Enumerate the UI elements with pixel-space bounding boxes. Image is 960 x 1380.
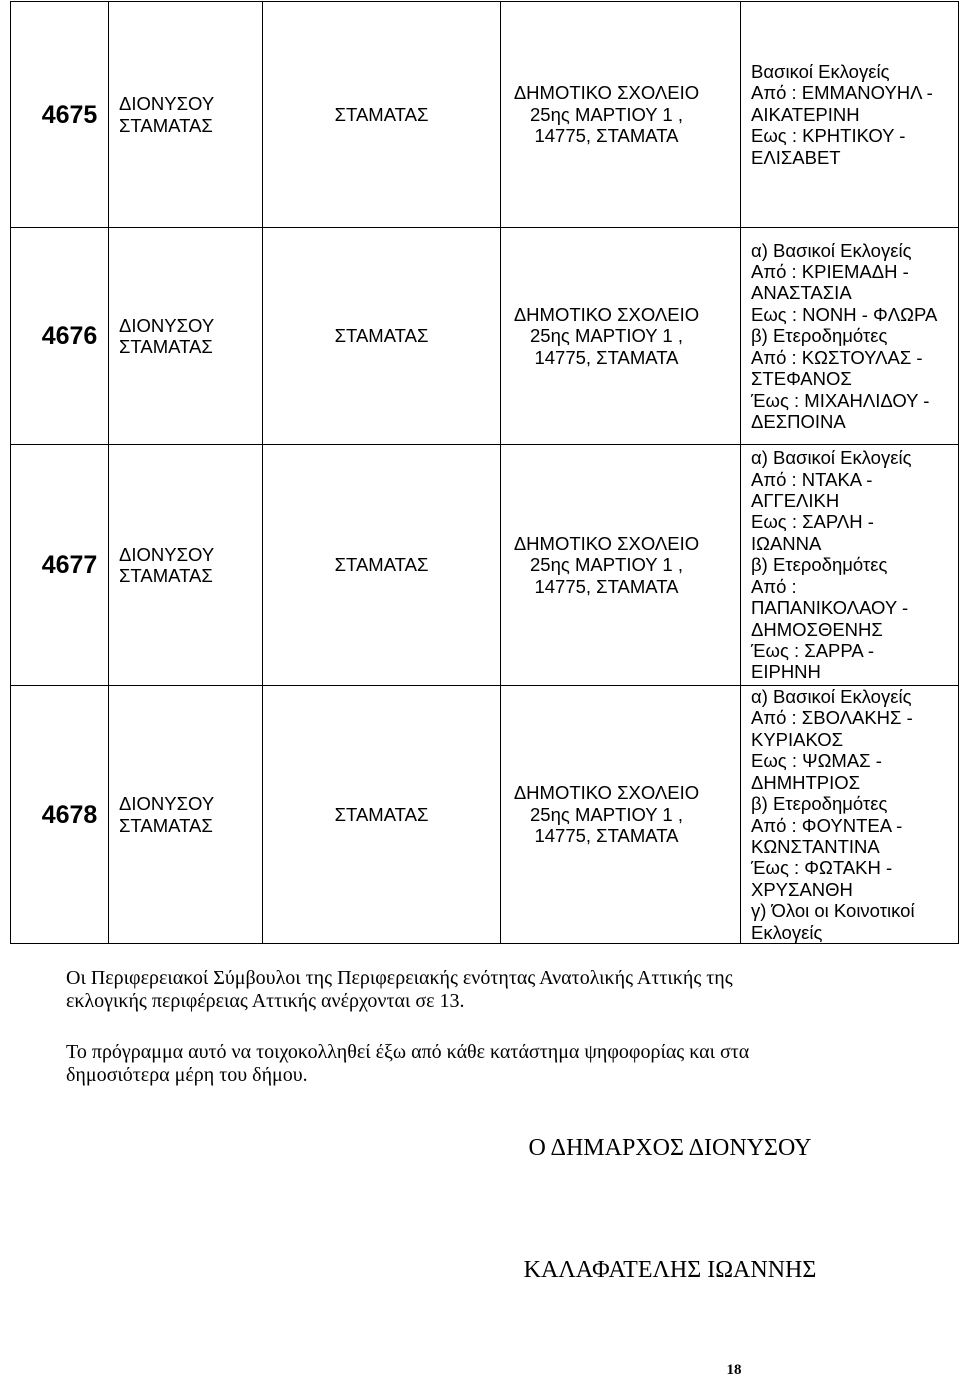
polling-station-cell-line: 25ης ΜΑΡΤΙΟΥ 1 ,: [530, 325, 683, 347]
community-cell: ΣΤΑΜΑΤΑΣ: [263, 2, 501, 228]
polling-station-cell-line: 14775, ΣΤΑΜΑΤΑ: [534, 575, 679, 597]
polling-station-cell: [501, 445, 741, 686]
polling-station-cell-line: 25ης ΜΑΡΤΙΟΥ 1 ,: [530, 103, 683, 125]
municipality-cell-line: ΣΤΑΜΑΤΑΣ: [119, 336, 213, 357]
municipality-cell: [109, 228, 263, 445]
station-number: 4676: [11, 228, 109, 445]
voters-cell-line: Εως : ΣΑΡΛΗ -: [751, 511, 874, 533]
municipality-cell: [109, 686, 263, 944]
municipality-cell-line: ΣΤΑΜΑΤΑΣ: [119, 565, 213, 586]
note-line: εκλογικής περιφέρειας Αττικής ανέρχονται σε 13.: [66, 990, 465, 1012]
voters-cell-line: ΣΤΕΦΑΝΟΣ: [751, 368, 852, 390]
voters-cell-line: Από : ΚΡΙΕΜΑΔΗ -: [751, 261, 909, 283]
voters-cell-line: γ) Όλοι οι Κοινοτικοί: [751, 900, 915, 922]
polling-stations-table: [10, 1, 959, 944]
voters-cell-line: Έως : ΣΑΡΡΑ -: [751, 639, 874, 661]
voters-cell-line: ΚΩΝΣΤΑΝΤΙΝΑ: [751, 835, 880, 857]
polling-station-cell-line: 14775, ΣΤΑΜΑΤΑ: [534, 346, 679, 368]
municipality-cell: [109, 445, 263, 686]
voters-cell-line: α) Βασικοί Εκλογείς: [751, 239, 912, 261]
voters-cell-line: ΚΥΡΙΑΚΟΣ: [751, 728, 844, 750]
voters-cell-line: β) Ετεροδημότες: [751, 793, 888, 815]
note-line: δημοσιότερα μέρη του δήμου.: [66, 1064, 308, 1086]
municipality-cell-line: ΣΤΑΜΑΤΑΣ: [119, 814, 213, 836]
polling-station-cell-line: 25ης ΜΑΡΤΙΟΥ 1 ,: [530, 554, 683, 576]
voters-cell-line: ΕΛΙΣΑΒΕΤ: [751, 146, 841, 168]
table-row: [11, 2, 959, 228]
polling-station-cell: [501, 228, 741, 445]
municipality-cell-line: ΔΙΟΝΥΣΟΥ: [119, 793, 215, 815]
municipality-cell-line: ΣΤΑΜΑΤΑΣ: [119, 114, 213, 136]
polling-station-cell: [501, 686, 741, 944]
community-cell: ΣΤΑΜΑΤΑΣ: [263, 686, 501, 944]
polling-station-cell-line: 14775, ΣΤΑΜΑΤΑ: [534, 825, 679, 847]
voters-cell-line: Έως : ΜΙΧΑΗΛΙΔΟΥ -: [751, 389, 930, 411]
voters-cell-line: ΑΝΑΣΤΑΣΙΑ: [751, 282, 852, 304]
community-cell: ΣΤΑΜΑΤΑΣ: [263, 445, 501, 686]
voters-cell-line: Από :: [751, 575, 797, 597]
voters-cell: [741, 228, 959, 445]
signature-title: Ο ΔΗΜΑΡΧΟΣ ΔΙΟΝΥΣΟΥ: [528, 1135, 812, 1161]
polling-station-cell-line: ΔΗΜΟΤΙΚΟ ΣΧΟΛΕΙΟ: [513, 82, 700, 104]
voters-cell-line: Από : ΣΒΟΛΑΚΗΣ -: [751, 707, 913, 729]
voters-cell: [741, 2, 959, 228]
polling-station-cell-line: ΔΗΜΟΤΙΚΟ ΣΧΟΛΕΙΟ: [513, 782, 700, 804]
regional-councillors-note: [66, 967, 946, 1013]
voters-cell-line: ΔΗΜΗΤΡΙΟΣ: [751, 771, 861, 793]
voters-cell-line: β) Ετεροδημότες: [751, 325, 888, 347]
polling-station-cell-line: 14775, ΣΤΑΜΑΤΑ: [534, 125, 679, 147]
voters-cell-line: ΠΑΠΑΝΙΚΟΛΑΟΥ -: [751, 597, 909, 619]
table-row: [11, 228, 959, 445]
voters-cell: [741, 445, 959, 686]
voters-cell-line: α) Βασικοί Εκλογείς: [751, 686, 912, 708]
voters-cell-line: Από : ΦΟΥΝΤΕΑ -: [751, 814, 903, 836]
voters-cell-line: ΔΕΣΠΟΙΝΑ: [751, 410, 846, 432]
station-number: 4677: [11, 445, 109, 686]
voters-cell-line: Εκλογείς: [751, 921, 823, 943]
municipality-cell-line: ΔΙΟΝΥΣΟΥ: [119, 543, 215, 565]
voters-cell: [741, 686, 959, 944]
table-row: [11, 686, 959, 944]
page-number: 18: [726, 1362, 742, 1378]
voters-cell-line: α) Βασικοί Εκλογείς: [751, 447, 912, 469]
voters-cell-line: ΑΓΓΕΛΙΚΗ: [751, 490, 840, 512]
voters-cell-line: Έως : ΦΩΤΑΚΗ -: [751, 857, 893, 879]
polling-station-cell-line: ΔΗΜΟΤΙΚΟ ΣΧΟΛΕΙΟ: [513, 303, 700, 325]
municipality-cell-line: ΔΙΟΝΥΣΟΥ: [119, 314, 215, 336]
polling-table-body: [11, 2, 959, 944]
voters-cell-line: ΔΗΜΟΣΘΕΝΗΣ: [751, 618, 883, 640]
table-row: [11, 445, 959, 686]
voters-cell-line: Εως : ΝΟΝΗ - ΦΛΩΡΑ: [751, 303, 938, 325]
community-cell: ΣΤΑΜΑΤΑΣ: [263, 228, 501, 445]
voters-cell-line: Εως : ΚΡΗΤΙΚΟΥ -: [751, 125, 906, 147]
voters-cell-line: Βασικοί Εκλογείς: [751, 60, 890, 82]
station-number: 4675: [11, 2, 109, 228]
voters-cell-line: ΙΩΑΝΝΑ: [751, 532, 822, 554]
signature-name: ΚΑΛΑΦΑΤΕΛΗΣ ΙΩΑΝΝΗΣ: [523, 1257, 817, 1283]
station-number: 4678: [11, 686, 109, 944]
municipality-cell: [109, 2, 263, 228]
posting-instruction-note: [66, 1041, 946, 1087]
voters-cell-line: β) Ετεροδημότες: [751, 554, 888, 576]
voters-cell-line: Από : ΕΜΜΑΝΟΥΗΛ -: [751, 82, 933, 104]
voters-cell-line: ΧΡΥΣΑΝΘΗ: [751, 878, 853, 900]
voters-cell-line: ΑΙΚΑΤΕΡΙΝΗ: [751, 103, 860, 125]
voters-cell-line: Από : ΝΤΑΚΑ -: [751, 468, 873, 490]
polling-station-cell-line: 25ης ΜΑΡΤΙΟΥ 1 ,: [530, 803, 683, 825]
polling-station-cell-line: ΔΗΜΟΤΙΚΟ ΣΧΟΛΕΙΟ: [513, 532, 700, 554]
voters-cell-line: ΕΙΡΗΝΗ: [751, 661, 821, 683]
municipality-cell-line: ΔΙΟΝΥΣΟΥ: [119, 93, 215, 115]
voters-cell-line: Από : ΚΩΣΤΟΥΛΑΣ -: [751, 346, 923, 368]
voters-cell-line: Εως : ΨΩΜΑΣ -: [751, 750, 882, 772]
note-line: Οι Περιφερειακοί Σύμβουλοι της Περιφερειακής ενότητας Ανατολικής Αττικής της: [66, 967, 733, 989]
note-line: Το πρόγραμμα αυτό να τοιχοκολληθεί έξω από κάθε κατάστημα ψηφοφορίας και στα: [66, 1041, 750, 1063]
polling-station-cell: [501, 2, 741, 228]
